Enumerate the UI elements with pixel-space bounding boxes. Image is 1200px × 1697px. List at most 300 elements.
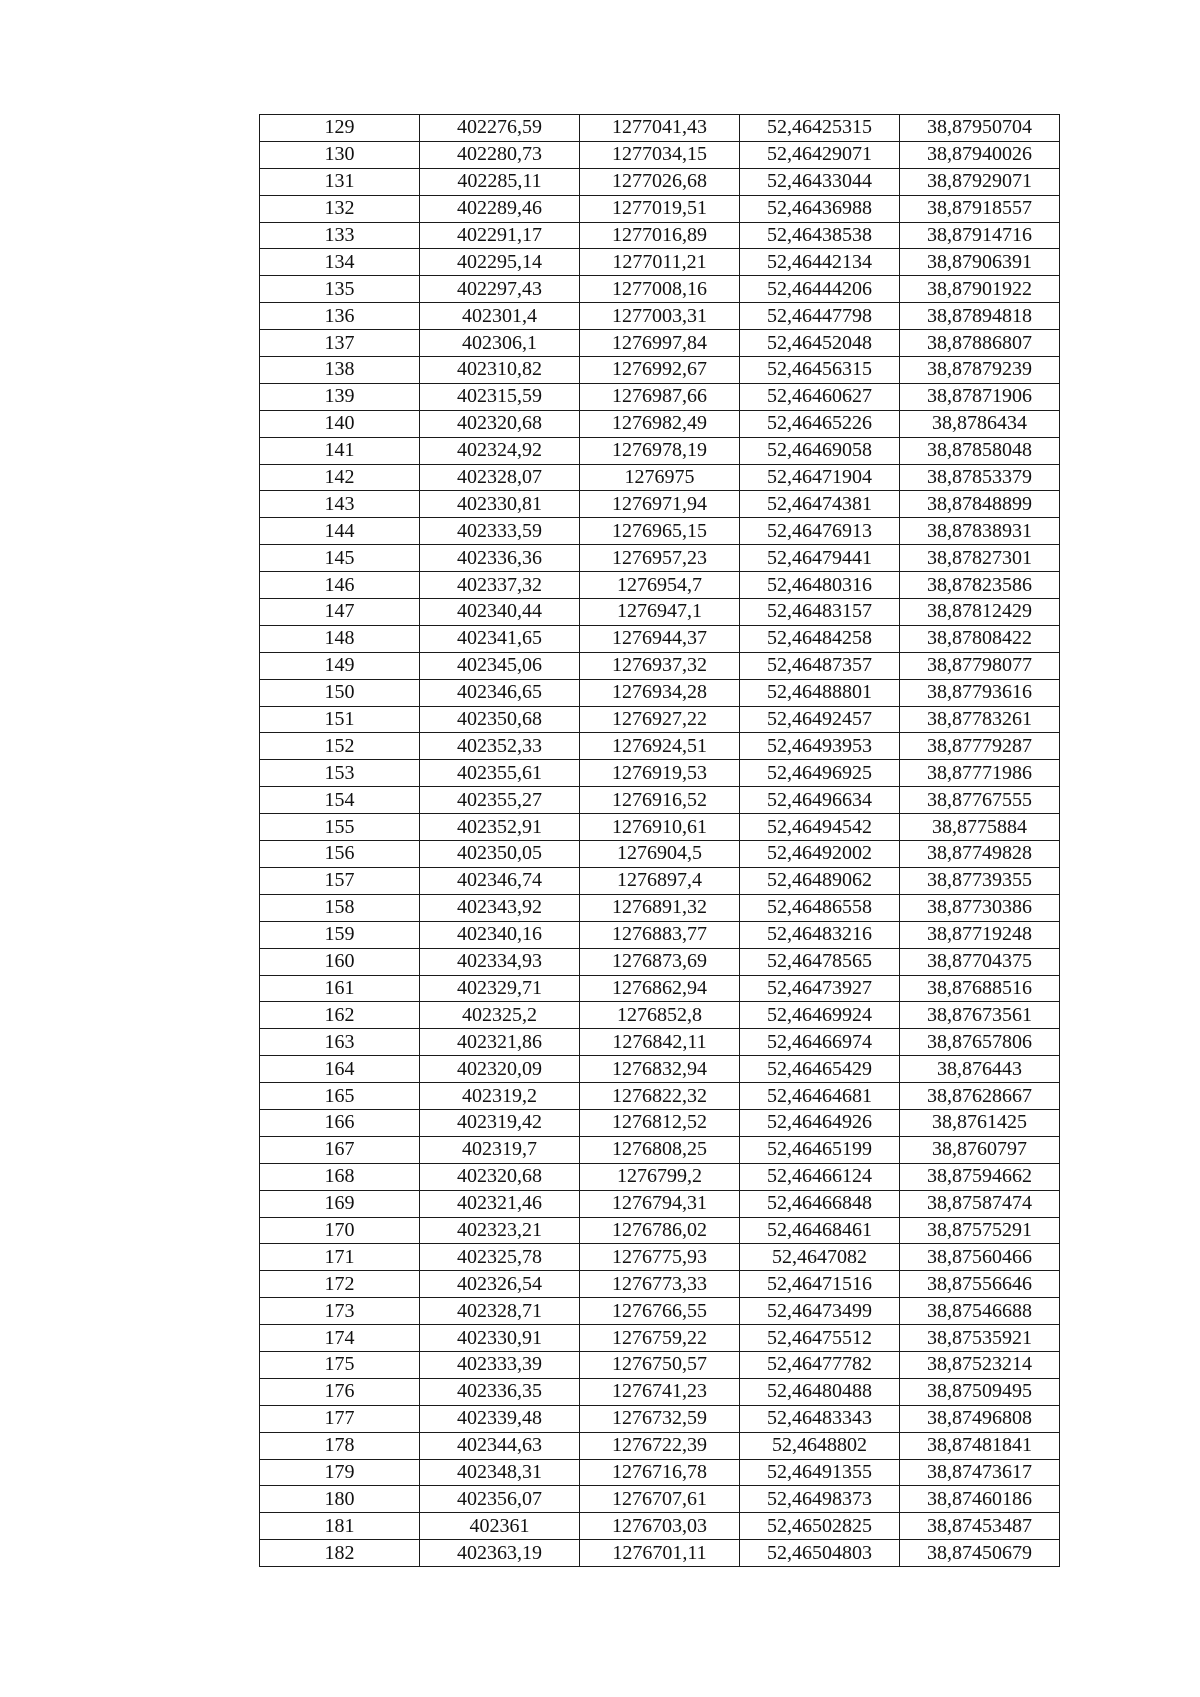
y-coordinate-cell: 1276832,94 — [580, 1056, 740, 1083]
latitude-cell: 52,46465199 — [740, 1136, 900, 1163]
latitude-cell: 52,46476913 — [740, 518, 900, 545]
longitude-cell: 38,87848899 — [900, 491, 1060, 518]
longitude-cell: 38,87657806 — [900, 1029, 1060, 1056]
longitude-cell: 38,87719248 — [900, 921, 1060, 948]
table-row — [260, 249, 1060, 276]
y-coordinate-cell: 1277008,16 — [580, 276, 740, 303]
longitude-cell: 38,87914716 — [900, 222, 1060, 249]
point-number-cell: 162 — [260, 1002, 420, 1029]
coordinates-table — [259, 114, 1060, 1567]
y-coordinate-cell: 1276759,22 — [580, 1325, 740, 1352]
table-row — [260, 1136, 1060, 1163]
y-coordinate-cell: 1276971,94 — [580, 491, 740, 518]
point-number-cell: 179 — [260, 1459, 420, 1486]
longitude-cell: 38,87950704 — [900, 115, 1060, 142]
y-coordinate-cell: 1276927,22 — [580, 706, 740, 733]
point-number-cell: 176 — [260, 1378, 420, 1405]
point-number-cell: 181 — [260, 1513, 420, 1540]
x-coordinate-cell: 402350,68 — [420, 706, 580, 733]
longitude-cell: 38,87940026 — [900, 141, 1060, 168]
x-coordinate-cell: 402320,68 — [420, 410, 580, 437]
point-number-cell: 152 — [260, 733, 420, 760]
table-row — [260, 1244, 1060, 1271]
table-row — [260, 437, 1060, 464]
longitude-cell: 38,87886807 — [900, 330, 1060, 357]
x-coordinate-cell: 402324,92 — [420, 437, 580, 464]
longitude-cell: 38,87560466 — [900, 1244, 1060, 1271]
latitude-cell: 52,46468461 — [740, 1217, 900, 1244]
x-coordinate-cell: 402330,91 — [420, 1325, 580, 1352]
point-number-cell: 153 — [260, 760, 420, 787]
point-number-cell: 157 — [260, 867, 420, 894]
y-coordinate-cell: 1276883,77 — [580, 921, 740, 948]
y-coordinate-cell: 1276773,33 — [580, 1271, 740, 1298]
x-coordinate-cell: 402285,11 — [420, 168, 580, 195]
x-coordinate-cell: 402280,73 — [420, 141, 580, 168]
point-number-cell: 147 — [260, 599, 420, 626]
latitude-cell: 52,46444206 — [740, 276, 900, 303]
y-coordinate-cell: 1276978,19 — [580, 437, 740, 464]
x-coordinate-cell: 402321,46 — [420, 1190, 580, 1217]
longitude-cell: 38,87704375 — [900, 948, 1060, 975]
latitude-cell: 52,46487357 — [740, 652, 900, 679]
longitude-cell: 38,87523214 — [900, 1351, 1060, 1378]
table-row — [260, 1405, 1060, 1432]
x-coordinate-cell: 402301,4 — [420, 303, 580, 330]
y-coordinate-cell: 1276750,57 — [580, 1351, 740, 1378]
longitude-cell: 38,87481841 — [900, 1432, 1060, 1459]
y-coordinate-cell: 1276992,67 — [580, 357, 740, 384]
latitude-cell: 52,46498373 — [740, 1486, 900, 1513]
table-row — [260, 787, 1060, 814]
longitude-cell: 38,87535921 — [900, 1325, 1060, 1352]
table-row — [260, 168, 1060, 195]
table-row — [260, 1325, 1060, 1352]
longitude-cell: 38,87594662 — [900, 1163, 1060, 1190]
x-coordinate-cell: 402356,07 — [420, 1486, 580, 1513]
point-number-cell: 140 — [260, 410, 420, 437]
x-coordinate-cell: 402361 — [420, 1513, 580, 1540]
y-coordinate-cell: 1276716,78 — [580, 1459, 740, 1486]
y-coordinate-cell: 1276910,61 — [580, 814, 740, 841]
table-row — [260, 760, 1060, 787]
x-coordinate-cell: 402341,65 — [420, 625, 580, 652]
point-number-cell: 158 — [260, 894, 420, 921]
table-row — [260, 357, 1060, 384]
point-number-cell: 177 — [260, 1405, 420, 1432]
table-row — [260, 1513, 1060, 1540]
point-number-cell: 144 — [260, 518, 420, 545]
latitude-cell: 52,46466974 — [740, 1029, 900, 1056]
y-coordinate-cell: 1276799,2 — [580, 1163, 740, 1190]
longitude-cell: 38,87901922 — [900, 276, 1060, 303]
latitude-cell: 52,46447798 — [740, 303, 900, 330]
latitude-cell: 52,46483157 — [740, 599, 900, 626]
point-number-cell: 161 — [260, 975, 420, 1002]
y-coordinate-cell: 1276703,03 — [580, 1513, 740, 1540]
latitude-cell: 52,46465226 — [740, 410, 900, 437]
point-number-cell: 159 — [260, 921, 420, 948]
longitude-cell: 38,87879239 — [900, 357, 1060, 384]
y-coordinate-cell: 1276822,32 — [580, 1083, 740, 1110]
longitude-cell: 38,87798077 — [900, 652, 1060, 679]
y-coordinate-cell: 1277003,31 — [580, 303, 740, 330]
y-coordinate-cell: 1276707,61 — [580, 1486, 740, 1513]
latitude-cell: 52,46489062 — [740, 867, 900, 894]
y-coordinate-cell: 1276982,49 — [580, 410, 740, 437]
longitude-cell: 38,8760797 — [900, 1136, 1060, 1163]
table-row — [260, 115, 1060, 142]
point-number-cell: 137 — [260, 330, 420, 357]
longitude-cell: 38,87450679 — [900, 1540, 1060, 1567]
table-row — [260, 1432, 1060, 1459]
point-number-cell: 173 — [260, 1298, 420, 1325]
point-number-cell: 155 — [260, 814, 420, 841]
table-row — [260, 1298, 1060, 1325]
table-row — [260, 733, 1060, 760]
latitude-cell: 52,46483343 — [740, 1405, 900, 1432]
point-number-cell: 150 — [260, 679, 420, 706]
latitude-cell: 52,46466848 — [740, 1190, 900, 1217]
latitude-cell: 52,46460627 — [740, 383, 900, 410]
table-row — [260, 894, 1060, 921]
longitude-cell: 38,87739355 — [900, 867, 1060, 894]
latitude-cell: 52,46496634 — [740, 787, 900, 814]
longitude-cell: 38,87823586 — [900, 572, 1060, 599]
longitude-cell: 38,8786434 — [900, 410, 1060, 437]
longitude-cell: 38,87730386 — [900, 894, 1060, 921]
x-coordinate-cell: 402325,2 — [420, 1002, 580, 1029]
longitude-cell: 38,87812429 — [900, 599, 1060, 626]
x-coordinate-cell: 402343,92 — [420, 894, 580, 921]
x-coordinate-cell: 402348,31 — [420, 1459, 580, 1486]
point-number-cell: 131 — [260, 168, 420, 195]
point-number-cell: 168 — [260, 1163, 420, 1190]
latitude-cell: 52,46473499 — [740, 1298, 900, 1325]
point-number-cell: 175 — [260, 1351, 420, 1378]
latitude-cell: 52,46471904 — [740, 464, 900, 491]
latitude-cell: 52,46473927 — [740, 975, 900, 1002]
latitude-cell: 52,46483216 — [740, 921, 900, 948]
point-number-cell: 156 — [260, 841, 420, 868]
y-coordinate-cell: 1276987,66 — [580, 383, 740, 410]
latitude-cell: 52,4648802 — [740, 1432, 900, 1459]
y-coordinate-cell: 1276852,8 — [580, 1002, 740, 1029]
point-number-cell: 174 — [260, 1325, 420, 1352]
x-coordinate-cell: 402295,14 — [420, 249, 580, 276]
latitude-cell: 52,46464926 — [740, 1109, 900, 1136]
latitude-cell: 52,46464681 — [740, 1083, 900, 1110]
y-coordinate-cell: 1276741,23 — [580, 1378, 740, 1405]
x-coordinate-cell: 402333,39 — [420, 1351, 580, 1378]
table-row — [260, 679, 1060, 706]
y-coordinate-cell: 1276965,15 — [580, 518, 740, 545]
x-coordinate-cell: 402336,35 — [420, 1378, 580, 1405]
point-number-cell: 165 — [260, 1083, 420, 1110]
point-number-cell: 132 — [260, 195, 420, 222]
latitude-cell: 52,46425315 — [740, 115, 900, 142]
table-row — [260, 975, 1060, 1002]
longitude-cell: 38,87575291 — [900, 1217, 1060, 1244]
x-coordinate-cell: 402339,48 — [420, 1405, 580, 1432]
longitude-cell: 38,87793616 — [900, 679, 1060, 706]
table-row — [260, 464, 1060, 491]
table-row — [260, 1459, 1060, 1486]
table-row — [260, 1486, 1060, 1513]
point-number-cell: 133 — [260, 222, 420, 249]
x-coordinate-cell: 402355,61 — [420, 760, 580, 787]
y-coordinate-cell: 1276775,93 — [580, 1244, 740, 1271]
table-row — [260, 599, 1060, 626]
x-coordinate-cell: 402344,63 — [420, 1432, 580, 1459]
y-coordinate-cell: 1277041,43 — [580, 115, 740, 142]
x-coordinate-cell: 402352,91 — [420, 814, 580, 841]
longitude-cell: 38,87556646 — [900, 1271, 1060, 1298]
latitude-cell: 52,46469924 — [740, 1002, 900, 1029]
longitude-cell: 38,87838931 — [900, 518, 1060, 545]
point-number-cell: 136 — [260, 303, 420, 330]
latitude-cell: 52,46436988 — [740, 195, 900, 222]
x-coordinate-cell: 402321,86 — [420, 1029, 580, 1056]
y-coordinate-cell: 1276934,28 — [580, 679, 740, 706]
table-row — [260, 1540, 1060, 1567]
y-coordinate-cell: 1276947,1 — [580, 599, 740, 626]
coordinates-table-body — [260, 115, 1060, 1567]
point-number-cell: 134 — [260, 249, 420, 276]
table-row — [260, 1056, 1060, 1083]
table-row — [260, 383, 1060, 410]
table-row — [260, 652, 1060, 679]
latitude-cell: 52,46452048 — [740, 330, 900, 357]
x-coordinate-cell: 402352,33 — [420, 733, 580, 760]
latitude-cell: 52,46492457 — [740, 706, 900, 733]
point-number-cell: 164 — [260, 1056, 420, 1083]
y-coordinate-cell: 1276812,52 — [580, 1109, 740, 1136]
point-number-cell: 178 — [260, 1432, 420, 1459]
latitude-cell: 52,46488801 — [740, 679, 900, 706]
table-row — [260, 1002, 1060, 1029]
point-number-cell: 167 — [260, 1136, 420, 1163]
table-row — [260, 276, 1060, 303]
y-coordinate-cell: 1276701,11 — [580, 1540, 740, 1567]
point-number-cell: 148 — [260, 625, 420, 652]
table-row — [260, 303, 1060, 330]
longitude-cell: 38,87496808 — [900, 1405, 1060, 1432]
point-number-cell: 129 — [260, 115, 420, 142]
point-number-cell: 139 — [260, 383, 420, 410]
x-coordinate-cell: 402310,82 — [420, 357, 580, 384]
longitude-cell: 38,876443 — [900, 1056, 1060, 1083]
x-coordinate-cell: 402334,93 — [420, 948, 580, 975]
x-coordinate-cell: 402346,65 — [420, 679, 580, 706]
x-coordinate-cell: 402323,21 — [420, 1217, 580, 1244]
x-coordinate-cell: 402333,59 — [420, 518, 580, 545]
point-number-cell: 141 — [260, 437, 420, 464]
point-number-cell: 170 — [260, 1217, 420, 1244]
point-number-cell: 180 — [260, 1486, 420, 1513]
table-row — [260, 195, 1060, 222]
y-coordinate-cell: 1277011,21 — [580, 249, 740, 276]
y-coordinate-cell: 1276919,53 — [580, 760, 740, 787]
x-coordinate-cell: 402328,71 — [420, 1298, 580, 1325]
x-coordinate-cell: 402315,59 — [420, 383, 580, 410]
latitude-cell: 52,46438538 — [740, 222, 900, 249]
y-coordinate-cell: 1276975 — [580, 464, 740, 491]
longitude-cell: 38,87771986 — [900, 760, 1060, 787]
longitude-cell: 38,87688516 — [900, 975, 1060, 1002]
point-number-cell: 163 — [260, 1029, 420, 1056]
longitude-cell: 38,87779287 — [900, 733, 1060, 760]
latitude-cell: 52,46456315 — [740, 357, 900, 384]
latitude-cell: 52,46477782 — [740, 1351, 900, 1378]
longitude-cell: 38,87453487 — [900, 1513, 1060, 1540]
latitude-cell: 52,46471516 — [740, 1271, 900, 1298]
point-number-cell: 143 — [260, 491, 420, 518]
latitude-cell: 52,46442134 — [740, 249, 900, 276]
y-coordinate-cell: 1276808,25 — [580, 1136, 740, 1163]
latitude-cell: 52,46474381 — [740, 491, 900, 518]
y-coordinate-cell: 1277034,15 — [580, 141, 740, 168]
latitude-cell: 52,46484258 — [740, 625, 900, 652]
table-row — [260, 1163, 1060, 1190]
x-coordinate-cell: 402355,27 — [420, 787, 580, 814]
x-coordinate-cell: 402346,74 — [420, 867, 580, 894]
y-coordinate-cell: 1276722,39 — [580, 1432, 740, 1459]
longitude-cell: 38,87906391 — [900, 249, 1060, 276]
x-coordinate-cell: 402320,09 — [420, 1056, 580, 1083]
y-coordinate-cell: 1276794,31 — [580, 1190, 740, 1217]
table-row — [260, 841, 1060, 868]
point-number-cell: 172 — [260, 1271, 420, 1298]
table-row — [260, 518, 1060, 545]
y-coordinate-cell: 1276732,59 — [580, 1405, 740, 1432]
x-coordinate-cell: 402276,59 — [420, 115, 580, 142]
x-coordinate-cell: 402291,17 — [420, 222, 580, 249]
table-row — [260, 491, 1060, 518]
y-coordinate-cell: 1277026,68 — [580, 168, 740, 195]
latitude-cell: 52,46491355 — [740, 1459, 900, 1486]
table-row — [260, 948, 1060, 975]
longitude-cell: 38,87546688 — [900, 1298, 1060, 1325]
latitude-cell: 52,46469058 — [740, 437, 900, 464]
longitude-cell: 38,8761425 — [900, 1109, 1060, 1136]
y-coordinate-cell: 1277016,89 — [580, 222, 740, 249]
longitude-cell: 38,87587474 — [900, 1190, 1060, 1217]
y-coordinate-cell: 1276842,11 — [580, 1029, 740, 1056]
x-coordinate-cell: 402319,42 — [420, 1109, 580, 1136]
point-number-cell: 160 — [260, 948, 420, 975]
x-coordinate-cell: 402320,68 — [420, 1163, 580, 1190]
latitude-cell: 52,46465429 — [740, 1056, 900, 1083]
x-coordinate-cell: 402350,05 — [420, 841, 580, 868]
point-number-cell: 154 — [260, 787, 420, 814]
y-coordinate-cell: 1276766,55 — [580, 1298, 740, 1325]
x-coordinate-cell: 402336,36 — [420, 545, 580, 572]
table-row — [260, 1378, 1060, 1405]
latitude-cell: 52,46502825 — [740, 1513, 900, 1540]
y-coordinate-cell: 1276916,52 — [580, 787, 740, 814]
x-coordinate-cell: 402363,19 — [420, 1540, 580, 1567]
longitude-cell: 38,87473617 — [900, 1459, 1060, 1486]
point-number-cell: 130 — [260, 141, 420, 168]
longitude-cell: 38,87858048 — [900, 437, 1060, 464]
point-number-cell: 169 — [260, 1190, 420, 1217]
longitude-cell: 38,87628667 — [900, 1083, 1060, 1110]
point-number-cell: 166 — [260, 1109, 420, 1136]
y-coordinate-cell: 1276944,37 — [580, 625, 740, 652]
longitude-cell: 38,87509495 — [900, 1378, 1060, 1405]
y-coordinate-cell: 1276904,5 — [580, 841, 740, 868]
table-row — [260, 1190, 1060, 1217]
longitude-cell: 38,87767555 — [900, 787, 1060, 814]
latitude-cell: 52,46486558 — [740, 894, 900, 921]
point-number-cell: 182 — [260, 1540, 420, 1567]
table-row — [260, 330, 1060, 357]
x-coordinate-cell: 402319,7 — [420, 1136, 580, 1163]
longitude-cell: 38,87673561 — [900, 1002, 1060, 1029]
point-number-cell: 138 — [260, 357, 420, 384]
latitude-cell: 52,46429071 — [740, 141, 900, 168]
longitude-cell: 38,87894818 — [900, 303, 1060, 330]
table-row — [260, 141, 1060, 168]
x-coordinate-cell: 402306,1 — [420, 330, 580, 357]
latitude-cell: 52,46492002 — [740, 841, 900, 868]
x-coordinate-cell: 402340,16 — [420, 921, 580, 948]
y-coordinate-cell: 1276957,23 — [580, 545, 740, 572]
latitude-cell: 52,46494542 — [740, 814, 900, 841]
x-coordinate-cell: 402289,46 — [420, 195, 580, 222]
longitude-cell: 38,87460186 — [900, 1486, 1060, 1513]
table-row — [260, 1109, 1060, 1136]
x-coordinate-cell: 402337,32 — [420, 572, 580, 599]
y-coordinate-cell: 1277019,51 — [580, 195, 740, 222]
latitude-cell: 52,46480316 — [740, 572, 900, 599]
y-coordinate-cell: 1276862,94 — [580, 975, 740, 1002]
point-number-cell: 145 — [260, 545, 420, 572]
table-row — [260, 1351, 1060, 1378]
table-row — [260, 410, 1060, 437]
latitude-cell: 52,46493953 — [740, 733, 900, 760]
table-row — [260, 1217, 1060, 1244]
table-row — [260, 545, 1060, 572]
longitude-cell: 38,87871906 — [900, 383, 1060, 410]
table-row — [260, 625, 1060, 652]
longitude-cell: 38,87929071 — [900, 168, 1060, 195]
latitude-cell: 52,46475512 — [740, 1325, 900, 1352]
table-row — [260, 814, 1060, 841]
longitude-cell: 38,87827301 — [900, 545, 1060, 572]
point-number-cell: 149 — [260, 652, 420, 679]
table-row — [260, 222, 1060, 249]
table-row — [260, 572, 1060, 599]
longitude-cell: 38,87853379 — [900, 464, 1060, 491]
y-coordinate-cell: 1276937,32 — [580, 652, 740, 679]
longitude-cell: 38,87808422 — [900, 625, 1060, 652]
y-coordinate-cell: 1276891,32 — [580, 894, 740, 921]
point-number-cell: 142 — [260, 464, 420, 491]
y-coordinate-cell: 1276873,69 — [580, 948, 740, 975]
x-coordinate-cell: 402319,2 — [420, 1083, 580, 1110]
x-coordinate-cell: 402330,81 — [420, 491, 580, 518]
x-coordinate-cell: 402345,06 — [420, 652, 580, 679]
x-coordinate-cell: 402340,44 — [420, 599, 580, 626]
table-row — [260, 1029, 1060, 1056]
x-coordinate-cell: 402297,43 — [420, 276, 580, 303]
latitude-cell: 52,46504803 — [740, 1540, 900, 1567]
y-coordinate-cell: 1276897,4 — [580, 867, 740, 894]
latitude-cell: 52,46480488 — [740, 1378, 900, 1405]
point-number-cell: 135 — [260, 276, 420, 303]
